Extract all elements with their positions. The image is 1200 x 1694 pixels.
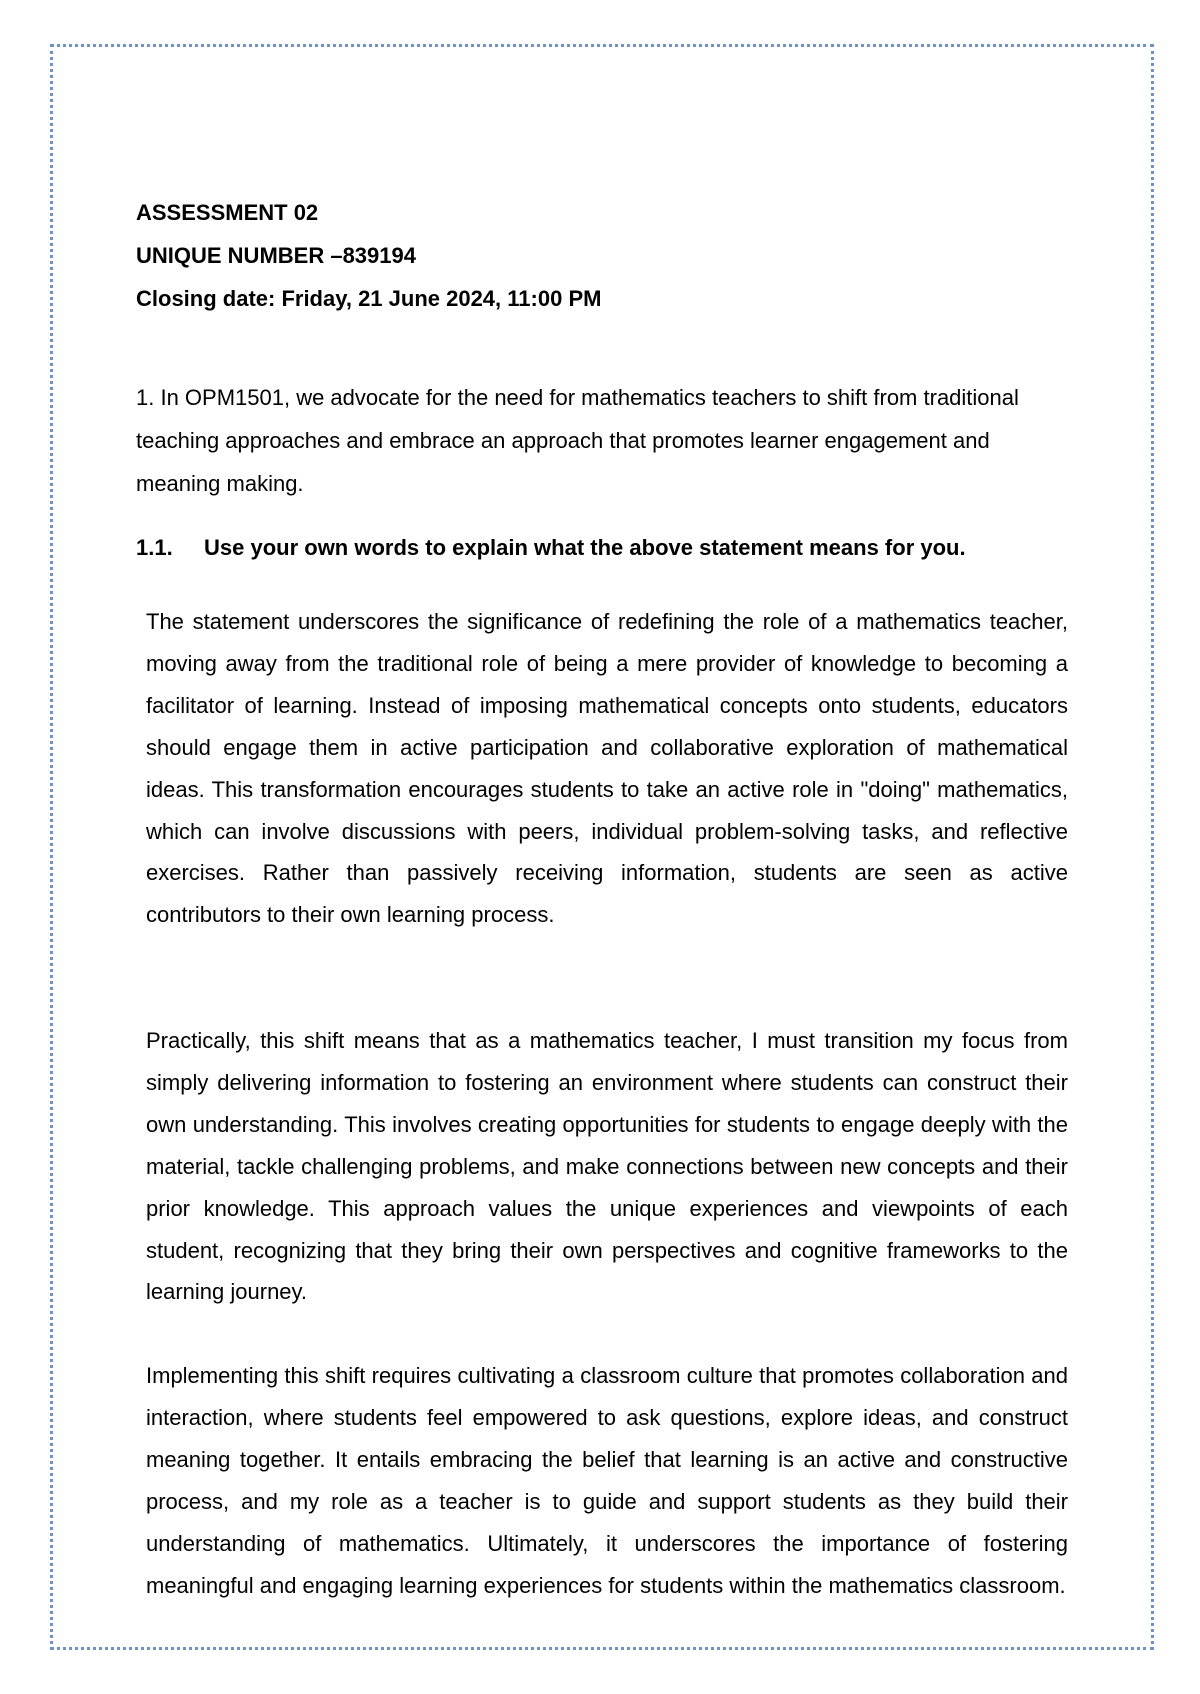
unique-number: UNIQUE NUMBER –839194: [136, 243, 416, 268]
answer-paragraph-2: [146, 1020, 1068, 1313]
question-text: Use your own words to explain what the above statement means for you.: [204, 535, 966, 560]
closing-date: Closing date: Friday, 21 June 2024, 11:00 PM: [136, 286, 602, 311]
answer-paragraph-1: [146, 601, 1068, 936]
intro-statement: 1. In OPM1501, we advocate for the need for mathematics teachers to shift from traditional teaching approaches and embrace an approach that promotes learner engagement and meaning making.: [136, 385, 1019, 496]
answer-paragraph-text: Implementing this shift requires cultivating a classroom culture that promotes collaboration and interaction, where students feel empowered to ask questions, explore ideas, and construct meaning together. It entails embracing the belief that learning is an active and constructive process, and my role as a teacher is to guide and support students as they build their understanding of mathematics. Ultimately, it underscores the importance of fostering meaningful and engaging learning experiences for students within the mathematics classroom.: [146, 1363, 1068, 1598]
answer-paragraph-text: The statement underscores the significance of redefining the role of a mathematics teacher, moving away from the traditional role of being a mere provider of knowledge to becoming a facilitator of learning. Instead of imposing mathematical concepts onto students, educators should engage them in active participation and collaborative exploration of mathematical ideas. This transformation encourages students to take an active role in "doing" mathematics, which can involve discussions with peers, individual problem-solving tasks, and reflective exercises. Rather than passively receiving information, students are seen as active contributors to their own learning process.: [146, 609, 1068, 928]
question-1-1: [136, 533, 966, 563]
answer-paragraph-3: [146, 1355, 1068, 1606]
answer-paragraph-text: Practically, this shift means that as a mathematics teacher, I must transition my focus from simply delivering information to fostering an environment where students can construct their own understanding. This involves creating opportunities for students to engage deeply with the material, tackle challenging problems, and make connections between new concepts and their prior knowledge. This approach values the unique experiences and viewpoints of each student, recognizing that they bring their own perspectives and cognitive frameworks to the learning journey.: [146, 1028, 1068, 1305]
assessment-title: ASSESSMENT 02: [136, 200, 319, 225]
question-number: 1.1.: [136, 535, 173, 560]
